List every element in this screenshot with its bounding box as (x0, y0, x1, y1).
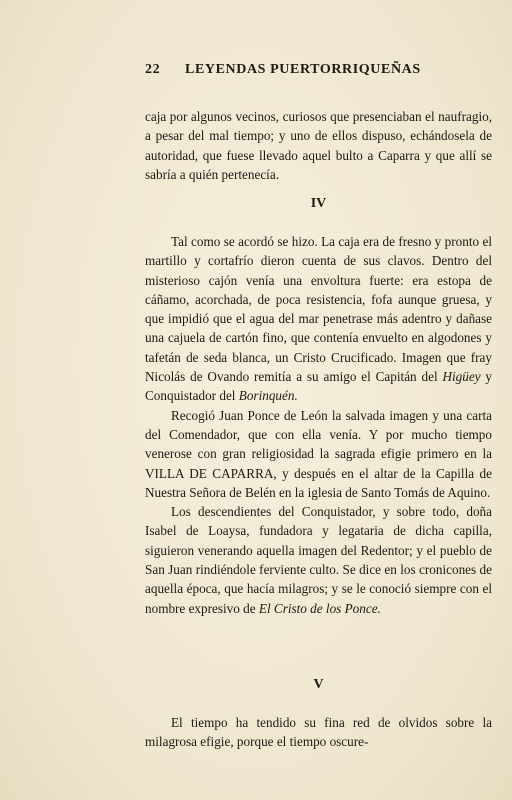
page-number: 22 (145, 62, 161, 77)
section-heading-iv: IV (310, 196, 327, 211)
paragraph-1-text-b: y Conquistador del (145, 369, 492, 404)
paragraph-1-text: Tal como se acordó se hizo. La caja era de fresno y pronto el martillo y cortafrío dieron cuenta de sus clavos. Dentro del misterioso cajón venía una envoltura fuerte: era estopa de cáñamo, acorchada, de poca resistencia, fofa aunque gruesa, y que impidió que el agua del mar penetrase más adentro y dañase una cajuela de cartón fino, que contenía envuelto en algodones y tafetán de seda blanca, un Cristo Crucificado. Imagen que fray Nicolás de Ovando remitía a su amigo el Capitán del (145, 234, 492, 385)
section-heading-v: V (313, 677, 324, 692)
paragraph-1 (145, 232, 492, 406)
place-name-borinquen: Borinquén. (238, 388, 298, 404)
paragraph-3 (145, 502, 492, 618)
paragraph-3-text: Los descendientes del Conquistador, y sobre todo, doña Isabel de Loaysa, fundadora y legataria de dicha capilla, siguieron venerando aquella imagen del Redentor; y el pueblo de San Juan rindiéndole ferviente culto. Se dice en los cronicones de aquella época, que hacía milagros; y se le conoció siempre con el nombre expresivo de (145, 504, 492, 616)
text-block-continuation (145, 107, 492, 184)
place-name-higuey: Higüey (442, 369, 481, 385)
paragraph-continued: caja por algunos vecinos, curiosos que presenciaban el naufragio, a pesar del mal tiempo; y uno de ellos dispuso, echándosela de autoridad, que fuese llevado aquel bulto a Caparra y que allí se sabría a quién pertenecía. (145, 109, 492, 182)
text-block-section-iv (145, 232, 492, 618)
book-title: LEYENDAS PUERTORRIQUEÑAS (185, 62, 421, 77)
text-block-section-v (145, 713, 492, 752)
paragraph-2: Recogió Juan Ponce de León la salvada imagen y una carta del Comendador, que con ella venía. Y por mucho tiempo venerose con gran religiosidad la sagrada efigie primero en la VILLA DE CAPARRA, y después en el altar de la Capilla de Nuestra Señora de Belén en la iglesia de Santo Tomás de Aquino. (145, 407, 492, 500)
title-el-cristo: El Cristo de los Ponce. (258, 600, 381, 616)
running-header (145, 62, 490, 84)
paragraph-4: El tiempo ha tendido su fina red de olvidos sobre la milagrosa efigie, porque el tiempo oscure- (145, 715, 492, 750)
